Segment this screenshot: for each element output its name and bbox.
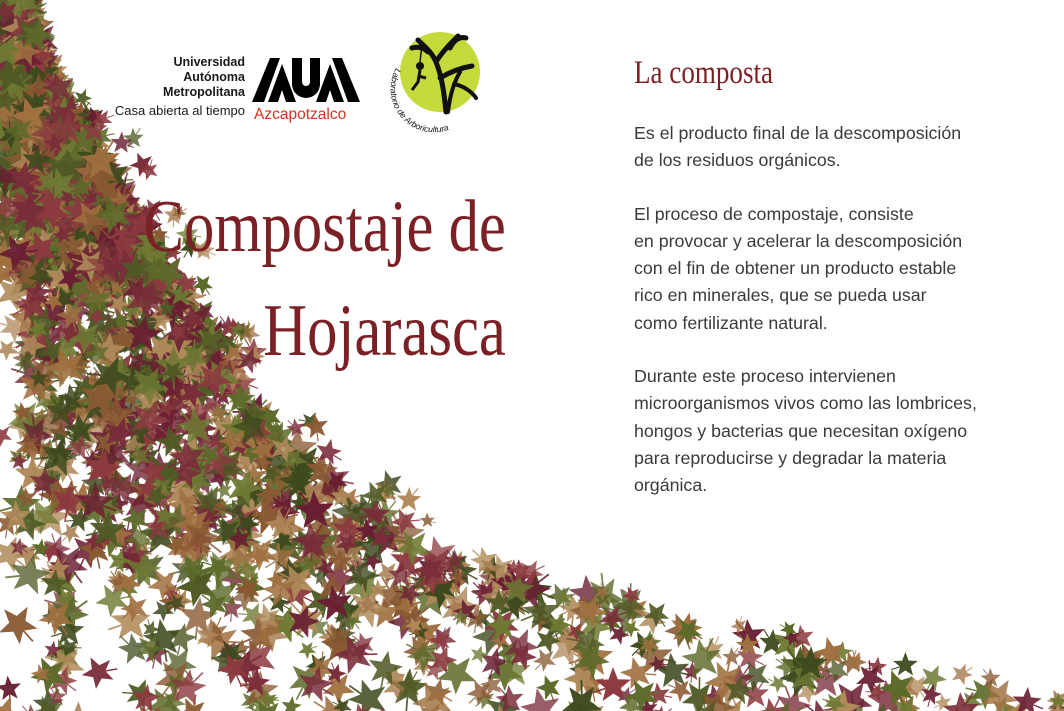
- paragraph-1: [634, 120, 1054, 175]
- campus-name: Azcapotzalco: [254, 106, 347, 123]
- arboriculture-lab-logo-icon: [380, 22, 492, 132]
- paragraph-line: en provocar y acelerar la descomposición: [634, 230, 963, 251]
- lab-logo-text: Laboratorio de Arboricultura: [388, 67, 450, 132]
- paragraph-line: rico en minerales, que se pueda usar: [634, 285, 927, 306]
- university-name-line-2: Autónoma: [183, 70, 245, 84]
- paragraph-line: orgánica.: [634, 475, 708, 496]
- info-column: [634, 52, 1054, 526]
- university-name-line-3: Metropolitana: [163, 85, 245, 99]
- paragraph-line: de los residuos orgánicos.: [634, 150, 841, 171]
- paragraph-line: para reproducirse y degradar la materia: [634, 447, 947, 468]
- paragraph-line: Durante este proceso intervienen: [634, 366, 896, 387]
- paragraph-line: con el fin de obtener un producto estable: [634, 258, 957, 279]
- paragraph-line: como fertilizante natural.: [634, 312, 828, 333]
- uam-logo-icon: [252, 58, 360, 102]
- title-line-1: Compostaje de: [143, 186, 506, 268]
- paragraph-3: [634, 363, 1054, 499]
- title-line-2: Hojarasca: [263, 290, 506, 372]
- university-slogan: Casa abierta al tiempo: [114, 103, 245, 118]
- section-heading: La composta: [634, 55, 774, 91]
- university-name-line-1: Universidad: [173, 55, 245, 69]
- university-name-block: [100, 55, 245, 119]
- paragraph-line: microorganismos vivos como las lombrices,: [634, 393, 977, 414]
- paragraph-line: El proceso de compostaje, consiste: [634, 203, 914, 224]
- paragraph-line: Es el producto final de la descomposición: [634, 123, 962, 143]
- page-title: [144, 175, 506, 383]
- paragraph-line: hongos y bacterias que necesitan oxígeno: [634, 420, 968, 441]
- paragraph-2: [634, 201, 1054, 337]
